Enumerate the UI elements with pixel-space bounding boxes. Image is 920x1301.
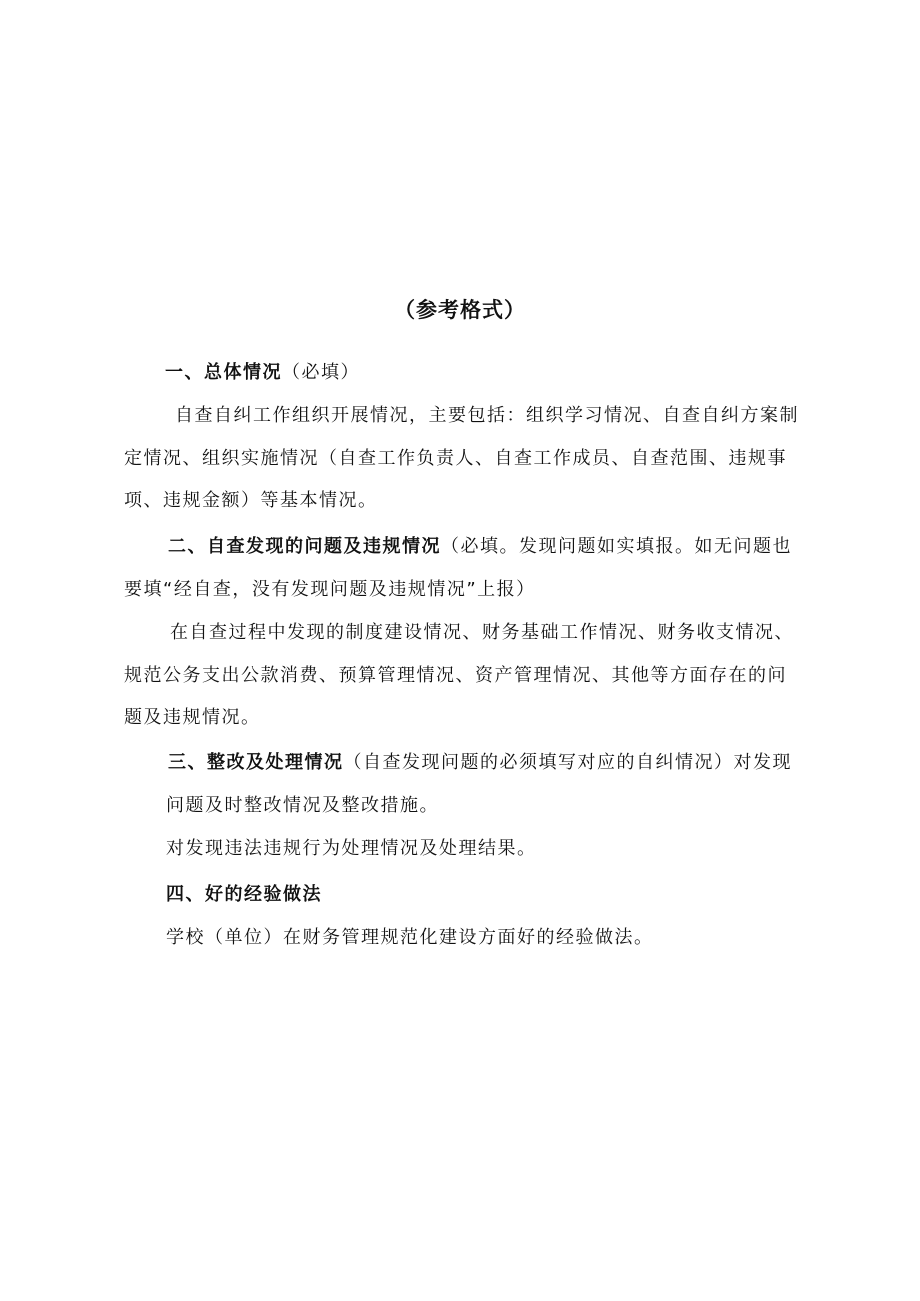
section1-heading-line	[165, 358, 360, 388]
section4-heading: 四、好的经验做法	[166, 884, 322, 905]
section1-body-line-2: 定情况、组织实施情况（自查工作负责人、自查工作成员、自查范围、违规事	[124, 448, 787, 469]
section1-heading: 一、总体情况	[165, 362, 282, 383]
section3-heading-line	[168, 748, 792, 778]
section2-body-line-3: 题及违规情况。	[124, 707, 261, 728]
section1-note: （必填）	[282, 362, 360, 383]
section3-heading: 三、整改及处理情况	[168, 752, 344, 773]
section4-body-line-1: 学校（单位）在财务管理规范化建设方面好的经验做法。	[166, 927, 654, 948]
section3-body-line-1: 问题及时整改情况及整改措施。	[166, 795, 439, 816]
section2-heading-line	[168, 532, 792, 562]
section2-heading: 二、自查发现的问题及违规情况	[168, 536, 441, 557]
section2-note: （必填。发现问题如实填报。如无问题也	[441, 536, 792, 557]
section2-body-line-2: 规范公务支出公款消费、预算管理情况、资产管理情况、其他等方面存在的问	[124, 665, 787, 686]
section3-body-line-2: 对发现违法违规行为处理情况及处理结果。	[166, 838, 537, 859]
document-title: （参考格式）	[394, 298, 526, 322]
section1-body-line-1: 自查自纠工作组织开展情况，主要包括：组织学习情况、自查自纠方案制	[175, 405, 799, 426]
section1-body-line-3: 项、违规金额）等基本情况。	[124, 490, 378, 511]
section2-body-line-1: 在自查过程中发现的制度建设情况、财务基础工作情况、财务收支情况、	[170, 622, 794, 643]
section3-note: （自查发现问题的必须填写对应的自纠情况）对发现	[343, 752, 792, 773]
section2-note-line-2: 要填“经自查，没有发现问题及违规情况”上报）	[124, 579, 536, 600]
